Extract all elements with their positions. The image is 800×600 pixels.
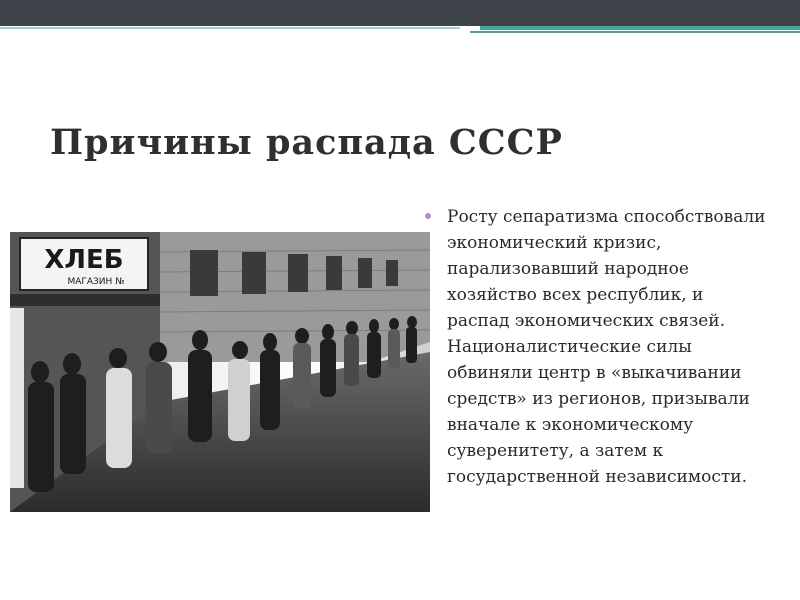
bullet-list bbox=[425, 204, 770, 490]
slide-title: Причины распада СССР bbox=[50, 122, 563, 163]
shop-sign-sub: МАГАЗИН № bbox=[67, 277, 125, 287]
bullet-marker bbox=[425, 213, 431, 219]
bread-queue-photo bbox=[10, 232, 430, 512]
top-decor-band bbox=[0, 0, 800, 26]
shop-sign-main: ХЛЕБ bbox=[44, 245, 124, 275]
accent-strip bbox=[0, 26, 800, 38]
bullet-text: Росту сепаратизма способствовали экономический кризис, парализовавший народное хозяйство всех республик, и распад экономических связей. Националистические силы обвиняли центр в «выкачивании средств» из регионов, призывали вначале к экономическому суверенитету, а затем к государственной независимости. bbox=[447, 207, 766, 487]
